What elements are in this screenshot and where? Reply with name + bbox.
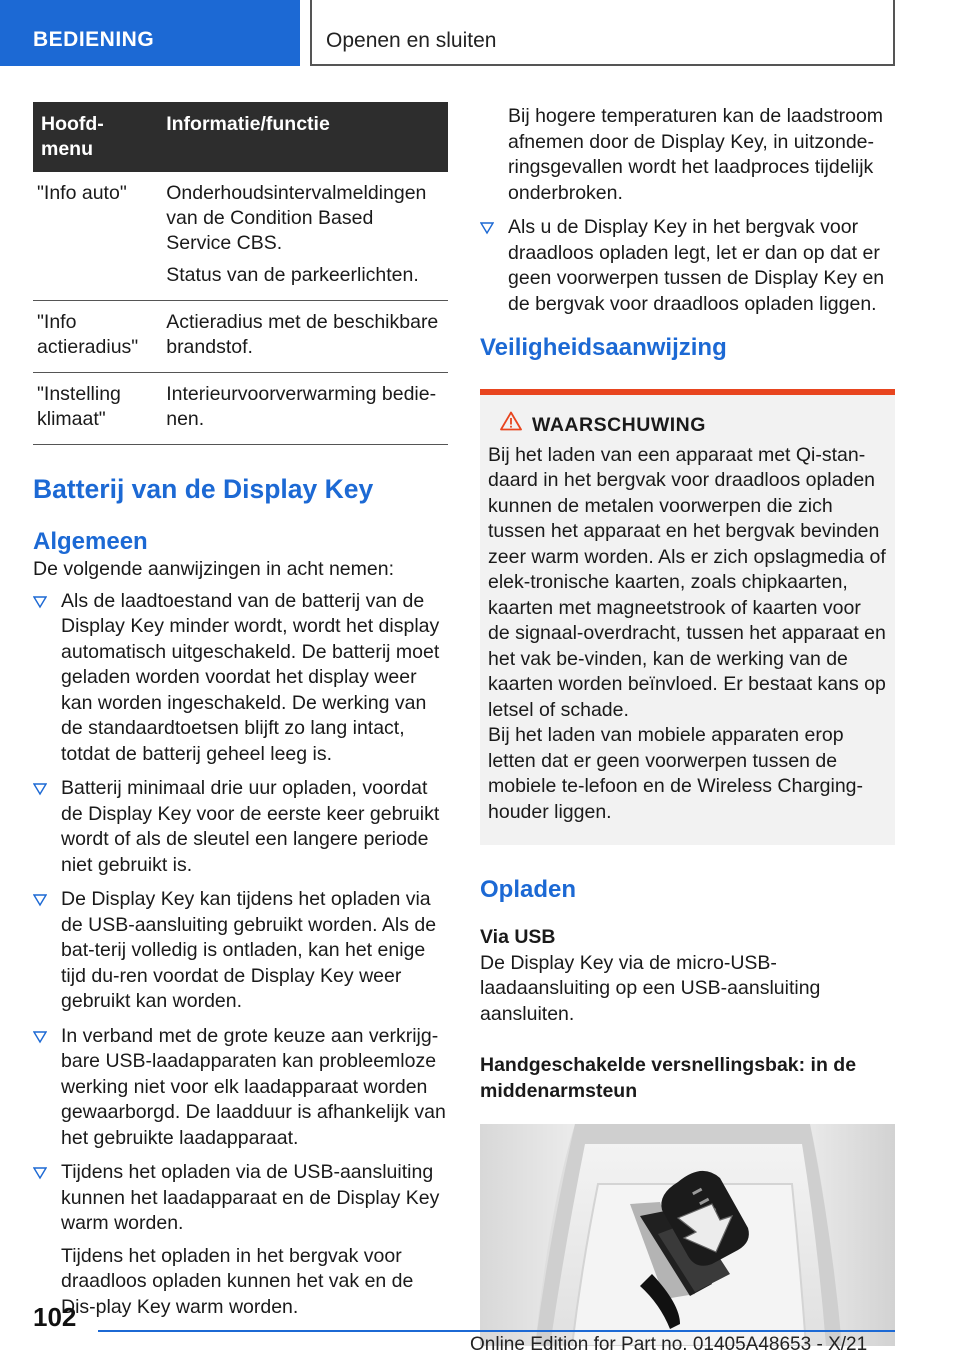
triangle-bullet-icon bbox=[33, 893, 47, 907]
list-item-text: Tijdens het opladen via de USB-aansluiting kunnen het laadapparaat en de Display Key warm worden. bbox=[61, 1161, 440, 1234]
triangle-bullet-icon bbox=[480, 221, 494, 235]
table-header-info: Informatie/functie bbox=[158, 102, 448, 172]
triangle-bullet-icon bbox=[33, 782, 47, 796]
table-row bbox=[33, 172, 448, 301]
footer-rule bbox=[98, 1330, 895, 1332]
list-item bbox=[33, 887, 448, 1015]
charging-title: Opladen bbox=[480, 876, 577, 903]
warning-triangle-icon bbox=[500, 411, 522, 431]
cell-text: Status van de parkeerlichten. bbox=[166, 264, 419, 286]
table-cell-menu: "Instelling klimaat" bbox=[33, 373, 158, 445]
cell-text: Onderhoudsintervalmeldingen van de Condition Based Service CBS. bbox=[166, 182, 427, 254]
list-item bbox=[33, 776, 448, 878]
list-item-text: In verband met de grote keuze aan verkrijg-bare USB-laadapparaten kan probleemloze werking niet voor elk laadapparaat worden gewaarborgd. De laadduur is afhankelijk van het gebruikte laadapparaat. bbox=[61, 1024, 446, 1149]
armrest-illustration bbox=[480, 1124, 895, 1346]
chapter-tab bbox=[310, 0, 895, 66]
page-header bbox=[0, 0, 960, 66]
warning-label: WAARSCHUWING bbox=[532, 414, 706, 436]
menu-table bbox=[33, 102, 448, 445]
right-column bbox=[480, 102, 895, 1346]
footer-edition: Online Edition for Part no. 01405A48653 - X/21 bbox=[470, 1334, 868, 1355]
battery-subtitle: Algemeen bbox=[33, 528, 148, 555]
triangle-bullet-icon bbox=[33, 1030, 47, 1044]
table-cell-info bbox=[158, 373, 448, 445]
cell-text: Interieurvoorverwarming bedie-nen. bbox=[166, 383, 437, 430]
table-row bbox=[33, 373, 448, 445]
list-continuation bbox=[480, 104, 895, 206]
triangle-bullet-icon bbox=[33, 595, 47, 609]
list-item bbox=[480, 215, 895, 317]
table-cell-menu: "Info actieradius" bbox=[33, 301, 158, 373]
armrest-charging-photo bbox=[480, 1124, 895, 1346]
table-cell-info bbox=[158, 301, 448, 373]
section-label: BEDIENING bbox=[33, 28, 155, 51]
left-column bbox=[33, 102, 448, 1329]
battery-list-continued bbox=[480, 215, 895, 317]
manual-gearbox-heading: Handgeschakelde versnellingsbak: in de middenarmsteun bbox=[480, 1054, 857, 1102]
usb-heading: Via USB bbox=[480, 926, 556, 948]
list-item bbox=[33, 589, 448, 768]
warning-box bbox=[480, 389, 895, 845]
table-header-menu: Hoofd- menu bbox=[33, 102, 158, 172]
section-tab bbox=[0, 0, 300, 66]
warning-heading bbox=[488, 413, 887, 439]
list-item-text: Tijdens het opladen in het bergvak voor draadloos opladen kunnen het vak en de Dis-play Key warm worden. bbox=[61, 1244, 414, 1318]
page-number: 102 bbox=[33, 1302, 77, 1332]
usb-text: De Display Key via de micro-USB-laadaansluiting op een USB-aansluiting aansluiten. bbox=[480, 951, 821, 1025]
list-item-text: Als de laadtoestand van de batterij van de Display Key minder wordt, wordt het display automatisch uitgeschakeld. De batterij moet geladen worden voordat het display weer kan worden ingeschakeld. De werking van de standaardtoetsen blijft zo lang intact, totdat de batterij geheel leeg is. bbox=[61, 589, 440, 765]
warning-text: Bij het laden van mobiele apparaten erop letten dat er geen voorwerpen tussen de mobiele te-lefoon en de Wireless Charging-houder liggen. bbox=[488, 724, 864, 823]
list-item bbox=[33, 1160, 448, 1320]
battery-intro: De volgende aanwijzingen in acht nemen: bbox=[33, 558, 394, 580]
table-cell-info bbox=[158, 172, 448, 301]
chapter-label: Openen en sluiten bbox=[326, 29, 497, 52]
list-item-text: Batterij minimaal drie uur opladen, voordat de Display Key voor de eerste keer gebruikt wordt of als de sleutel een langere periode niet gebruikt is. bbox=[61, 777, 440, 876]
battery-title: Batterij van de Display Key bbox=[33, 474, 374, 504]
table-cell-menu: "Info auto" bbox=[33, 172, 158, 301]
triangle-bullet-icon bbox=[33, 1166, 47, 1180]
cell-text: Actieradius met de beschikbare brandstof. bbox=[166, 311, 439, 358]
list-item-text: De Display Key kan tijdens het opladen via de USB-aansluiting gebruikt worden. Als de bat-terij volledig is ontladen, kan het enige tijd du-ren voordat de Display Key weer gebruikt kan worden. bbox=[61, 888, 437, 1012]
battery-list bbox=[33, 589, 448, 1321]
list-item-text: Bij hogere temperaturen kan de laadstroom afnemen door de Display Key, in uitzonde-ringsgevallen wordt het laadproces tijdelijk onderbroken. bbox=[508, 105, 884, 204]
safety-title: Veiligheidsaanwijzing bbox=[480, 334, 727, 361]
list-item bbox=[33, 1024, 448, 1152]
table-header-row bbox=[33, 102, 448, 172]
table-row bbox=[33, 301, 448, 373]
warning-text: Bij het laden van een apparaat met Qi-stan-daard in het bergvak voor draadloos opladen kunnen de metalen voorwerpen die zich tussen het apparaat en het bergvak bevinden zeer warm worden. Als er zich opslagmedia of elek-tronische kaarten, zoals chipkaarten, kaarten met magneetstrook of kaarten voor de signaal-overdracht, tussen het apparaat en het vak be-vinden, kan de werking van de kaarten worden beïnvloed. Er bestaat kans op letsel of schade. bbox=[488, 443, 886, 721]
list-item-text: Als u de Display Key in het bergvak voor draadloos opladen legt, let er dan op dat er geen voorwerpen tussen de Display Key en de bergvak voor draadloos opladen liggen. bbox=[508, 216, 885, 315]
